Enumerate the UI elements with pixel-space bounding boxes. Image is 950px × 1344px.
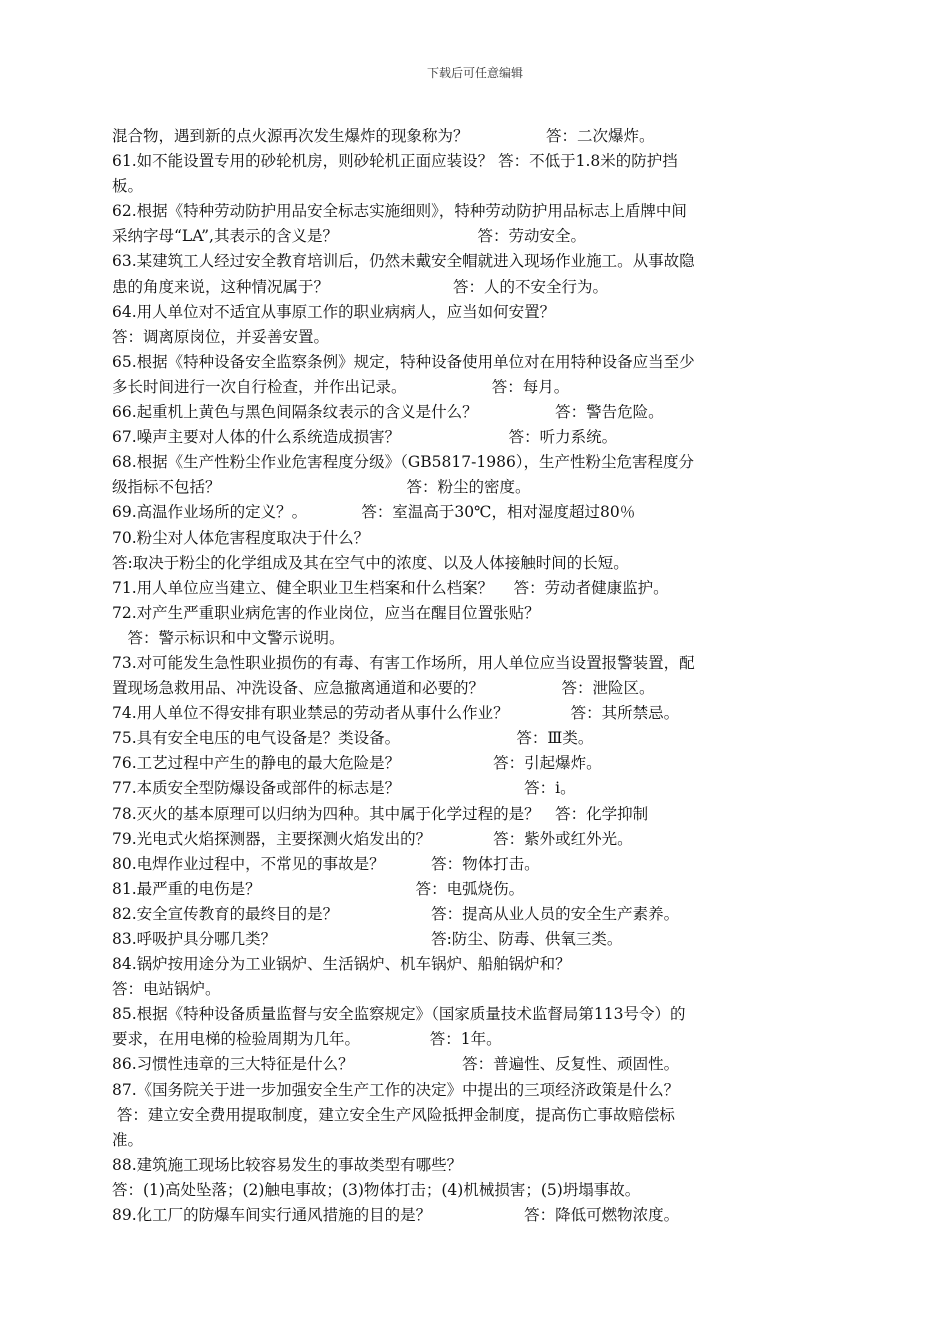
- text-line: 答：建立安全费用提取制度，建立安全生产风险抵押金制度，提高伤亡事故赔偿标: [112, 1105, 675, 1124]
- text-line: 72.对产生严重职业病危害的作业岗位，应当在醒目位置张贴？: [112, 603, 540, 622]
- text-line: 64.用人单位对不适宜从事原工作的职业病病人，应当如何安置？: [112, 302, 556, 321]
- page-header: 下载后可任意编辑: [426, 66, 523, 80]
- text-line: 78.灭火的基本原理可以归纳为四种。其中属于化学过程的是？ 答：化学抑制: [112, 804, 649, 823]
- text-line: 81.最严重的电伤是？ 答：电弧烧伤。: [112, 879, 525, 898]
- text-line: 板。: [112, 177, 144, 196]
- text-line: 84.锅炉按用途分为工业锅炉、生活锅炉、机车锅炉、船舶锅炉和？: [112, 955, 571, 974]
- text-line: 83.呼吸护具分哪几类？ 答:防尘、防毒、供氧三类。: [112, 930, 623, 948]
- text-line: 67.噪声主要对人体的什么系统造成损害？ 答：听力系统。: [112, 428, 618, 447]
- text-line: 准。: [112, 1130, 144, 1149]
- text-line: 71.用人单位应当建立、健全职业卫生档案和什么档案？ 答：劳动者健康监护。: [112, 578, 669, 597]
- text-line: 答：调离原岗位，并妥善安置。: [112, 327, 330, 346]
- text-line: 答：(1)高处坠落；(2)触电事故；(3)物体打击；(4)机械损害；(5)坍塌事故。: [112, 1180, 641, 1199]
- text-line: 85.根据《特种设备质量监督与安全监察规定》（国家质量技术监督局第113号令）的: [112, 1005, 686, 1024]
- text-line: 89.化工厂的防爆车间实行通风措施的目的是？ 答：降低可燃物浓度。: [112, 1206, 680, 1225]
- text-line: 多长时间进行一次自行检查，并作出记录。 答：每月。: [112, 377, 570, 396]
- text-line: 患的角度来说，这种情况属于？ 答：人的不安全行为。: [112, 277, 609, 296]
- text-line: 答：警示标识和中文警示说明。: [112, 628, 345, 647]
- text-line: 86.习惯性违章的三大特征是什么？ 答：普遍性、反复性、顽固性。: [112, 1055, 680, 1074]
- text-line: 76.工艺过程中产生的静电的最大危险是？ 答：引起爆炸。: [112, 754, 602, 773]
- text-line: 置现场急救用品、冲洗设备、应急撤离通道和必要的？ 答：泄险区。: [112, 679, 655, 698]
- text-line: 87.《国务院关于进一步加强安全生产工作的决定》中提出的三项经济政策是什么？: [112, 1080, 680, 1099]
- text-line: 65.根据《特种设备安全监察条例》规定，特种设备使用单位对在用特种设备应当至少: [112, 352, 695, 371]
- text-line: 要求，在用电梯的检验周期为几年。 答：1年。: [112, 1030, 502, 1049]
- text-line: 70.粉尘对人体危害程度取决于什么？: [112, 528, 370, 547]
- text-line: 63.某建筑工人经过安全教育培训后，仍然未戴安全帽就进入现场作业施工。从事故隐: [112, 252, 695, 271]
- text-line: 80.电焊作业过程中，不常见的事故是？ 答：物体打击。: [112, 854, 540, 873]
- document-body: [112, 124, 832, 1228]
- text-line: 66.起重机上黄色与黑色间隔条纹表示的含义是什么？ 答：警告危险。: [112, 403, 664, 422]
- text-line: 61.如不能设置专用的砂轮机房，则砂轮机正面应装设？ 答：不低于1.8米的防护挡: [112, 152, 678, 171]
- text-line: 77.本质安全型防爆设备或部件的标志是？ 答：i。: [112, 779, 576, 798]
- text-line: 采纳字母“LA”,其表示的含义是？ 答：劳动安全。: [112, 227, 586, 246]
- text-line: 混合物，遇到新的点火源再次发生爆炸的现象称为？ 答：二次爆炸。: [112, 127, 655, 145]
- text-line: 73.对可能发生急性职业损伤的有毒、有害工作场所，用人单位应当设置报警装置，配: [112, 653, 695, 672]
- text-line: 68.根据《生产性粉尘作业危害程度分级》（GB5817-1986），生产性粉尘危害程度分: [112, 453, 695, 472]
- text-line: 答：电站锅炉。: [112, 980, 221, 999]
- text-line: 88.建筑施工现场比较容易发生的事故类型有哪些？: [112, 1155, 463, 1174]
- text-line: 79.光电式火焰探测器，主要探测火焰发出的？ 答：紫外或红外光。: [112, 829, 633, 848]
- text-line: 62.根据《特种劳动防护用品安全标志实施细则》，特种劳动防护用品标志上盾牌中间: [112, 202, 687, 221]
- text-line: 级指标不包括？ 答：粉尘的密度。: [112, 478, 531, 497]
- text-line: 74.用人单位不得安排有职业禁忌的劳动者从事什么作业？ 答：其所禁忌。: [112, 704, 680, 723]
- text-line: 答:取决于粉尘的化学组成及其在空气中的浓度、以及人体接触时间的长短。: [112, 553, 629, 572]
- text-line: 69.高温作业场所的定义？。 答：室温高于30℃，相对湿度超过80％: [112, 503, 636, 522]
- text-line: 82.安全宣传教育的最终目的是？ 答：提高从业人员的安全生产素养。: [112, 904, 680, 923]
- text-line: 75.具有安全电压的电气设备是？类设备。 答：Ⅲ类。: [112, 729, 594, 748]
